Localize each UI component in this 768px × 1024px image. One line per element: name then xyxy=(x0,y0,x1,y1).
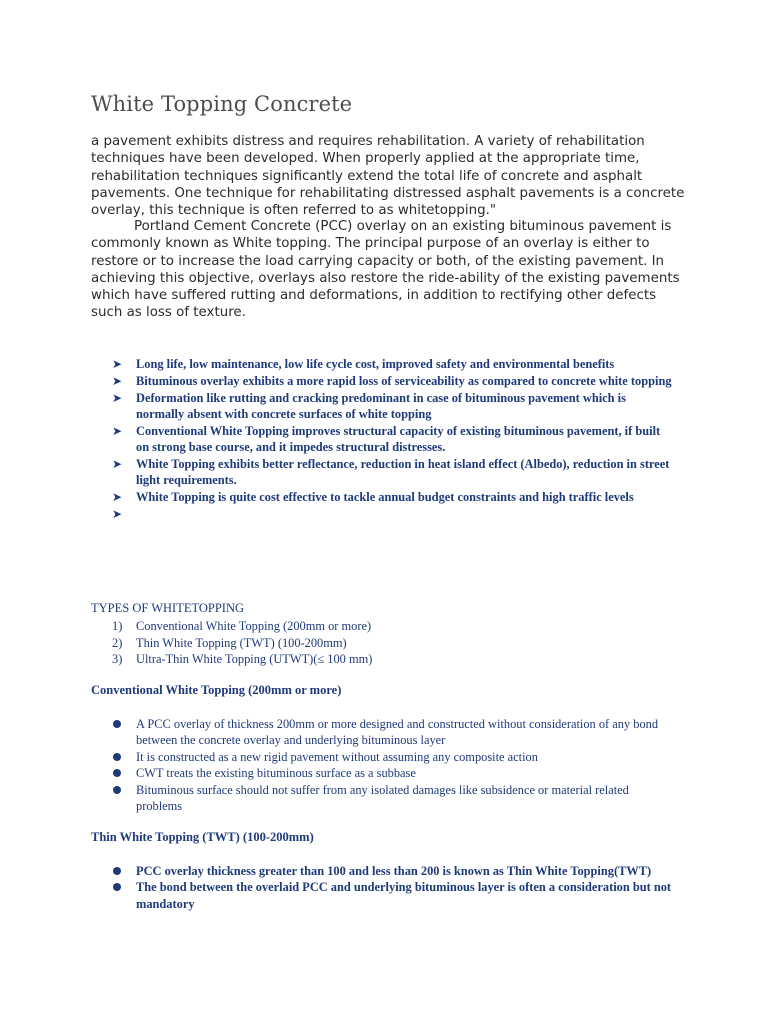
twt-list xyxy=(112,863,672,912)
arrow-bullet-icon: ➤ xyxy=(112,390,123,405)
list-item xyxy=(112,863,672,879)
pcc-paragraph-text: Portland Cement Concrete (PCC) overlay on an existing bituminous pavement is commonly known as White topping. The principal purpose of an overlay is either to restore or to increase the load carrying capacity or both, of the existing pavement. In achieving this objective, overlays also restore the ride-ability of the existing pavements which have suffered rutting and deformations, in addition to rectifying other defects such as loss of texture. xyxy=(91,219,680,321)
twt-heading: Thin White Topping (TWT) (100-200mm) xyxy=(91,830,314,844)
type-text: Conventional White Topping (200mm or more) xyxy=(136,619,372,633)
cwt-text: CWT treats the existing bituminous surface as a subbase xyxy=(136,766,416,781)
list-item xyxy=(112,879,672,912)
benefit-text: White Topping exhibits better reflectance, reduction in heat island effect (Albedo), reduction in street light requirements. xyxy=(136,457,670,488)
benefit-text: Bituminous overlay exhibits a more rapid loss of serviceability as compared to concrete white topping xyxy=(136,373,672,388)
arrow-bullet-icon: ➤ xyxy=(112,357,123,371)
arrow-bullet-icon: ➤ xyxy=(112,373,123,388)
types-heading: TYPES OF WHITETOPPING xyxy=(91,601,245,615)
benefit-text xyxy=(136,507,139,521)
list-item xyxy=(112,618,672,635)
cwt-text: A PCC overlay of thickness 200mm or more designed and constructed without consideration of any bond between the concrete overlay and underlying bituminous layer xyxy=(136,717,659,748)
list-item xyxy=(112,765,672,781)
types-list xyxy=(112,618,672,668)
twt-text: The bond between the overlaid PCC and underlying bituminous layer is often a consideration but not mandatory xyxy=(136,880,672,911)
arrow-bullet-icon: ➤ xyxy=(112,457,123,472)
type-text: Ultra-Thin White Topping (UTWT)(≤ 100 mm) xyxy=(136,652,373,666)
dot-bullet-icon xyxy=(113,786,121,794)
dot-bullet-icon xyxy=(113,769,121,777)
list-item xyxy=(112,423,672,456)
list-item xyxy=(112,749,672,765)
dot-bullet-icon xyxy=(113,883,121,891)
item-number: 2) xyxy=(112,635,123,650)
list-item xyxy=(112,716,672,749)
arrow-bullet-icon: ➤ xyxy=(112,507,123,522)
cwt-list xyxy=(112,716,672,814)
benefit-text: Long life, low maintenance, low life cycle cost, improved safety and environmental benefits xyxy=(136,357,615,371)
arrow-bullet-icon: ➤ xyxy=(112,490,123,505)
pcc-paragraph xyxy=(91,218,691,322)
item-number: 1) xyxy=(112,619,123,633)
list-item xyxy=(112,356,672,372)
benefit-text: Conventional White Topping improves structural capacity of existing bituminous pavement, if built on strong base course, and it impedes structural distresses. xyxy=(136,423,661,455)
list-item xyxy=(112,635,672,652)
list-item xyxy=(112,651,672,668)
dot-bullet-icon xyxy=(113,753,121,761)
type-text: Thin White Topping (TWT) (100-200mm) xyxy=(136,635,347,650)
list-item xyxy=(112,489,672,505)
item-number: 3) xyxy=(112,652,123,666)
intro-paragraph: a pavement exhibits distress and requires rehabilitation. A variety of rehabilitation techniques have been developed. When properly applied at the appropriate time, rehabilitation techniques significantly extend the total life of concrete and asphalt pavements. One technique for rehabilitating distressed asphalt pavements is a concrete overlay, this technique is often referred to as whitetopping." xyxy=(91,134,685,219)
list-item xyxy=(112,456,672,489)
dot-bullet-icon xyxy=(113,867,121,875)
arrow-bullet-icon: ➤ xyxy=(112,423,123,438)
benefit-text: White Topping is quite cost effective to tackle annual budget constraints and high traffic levels xyxy=(136,490,634,505)
list-item xyxy=(112,506,672,522)
cwt-text: It is constructed as a new rigid pavement without assuming any composite action xyxy=(136,749,538,764)
list-item xyxy=(112,373,672,389)
dot-bullet-icon xyxy=(113,720,121,728)
list-item xyxy=(112,782,672,815)
twt-text: PCC overlay thickness greater than 100 and less than 200 is known as Thin White Topping(TWT) xyxy=(136,864,652,878)
cwt-heading: Conventional White Topping (200mm or more) xyxy=(91,683,342,697)
list-item xyxy=(112,390,672,423)
benefits-list xyxy=(112,356,672,523)
benefit-text: Deformation like rutting and cracking predominant in case of bituminous pavement which is normally absent with concrete surfaces of white topping xyxy=(136,390,626,422)
page-title: White Topping Concrete xyxy=(91,92,353,116)
cwt-text: Bituminous surface should not suffer from any isolated damages like subsidence or material related problems xyxy=(136,782,629,814)
